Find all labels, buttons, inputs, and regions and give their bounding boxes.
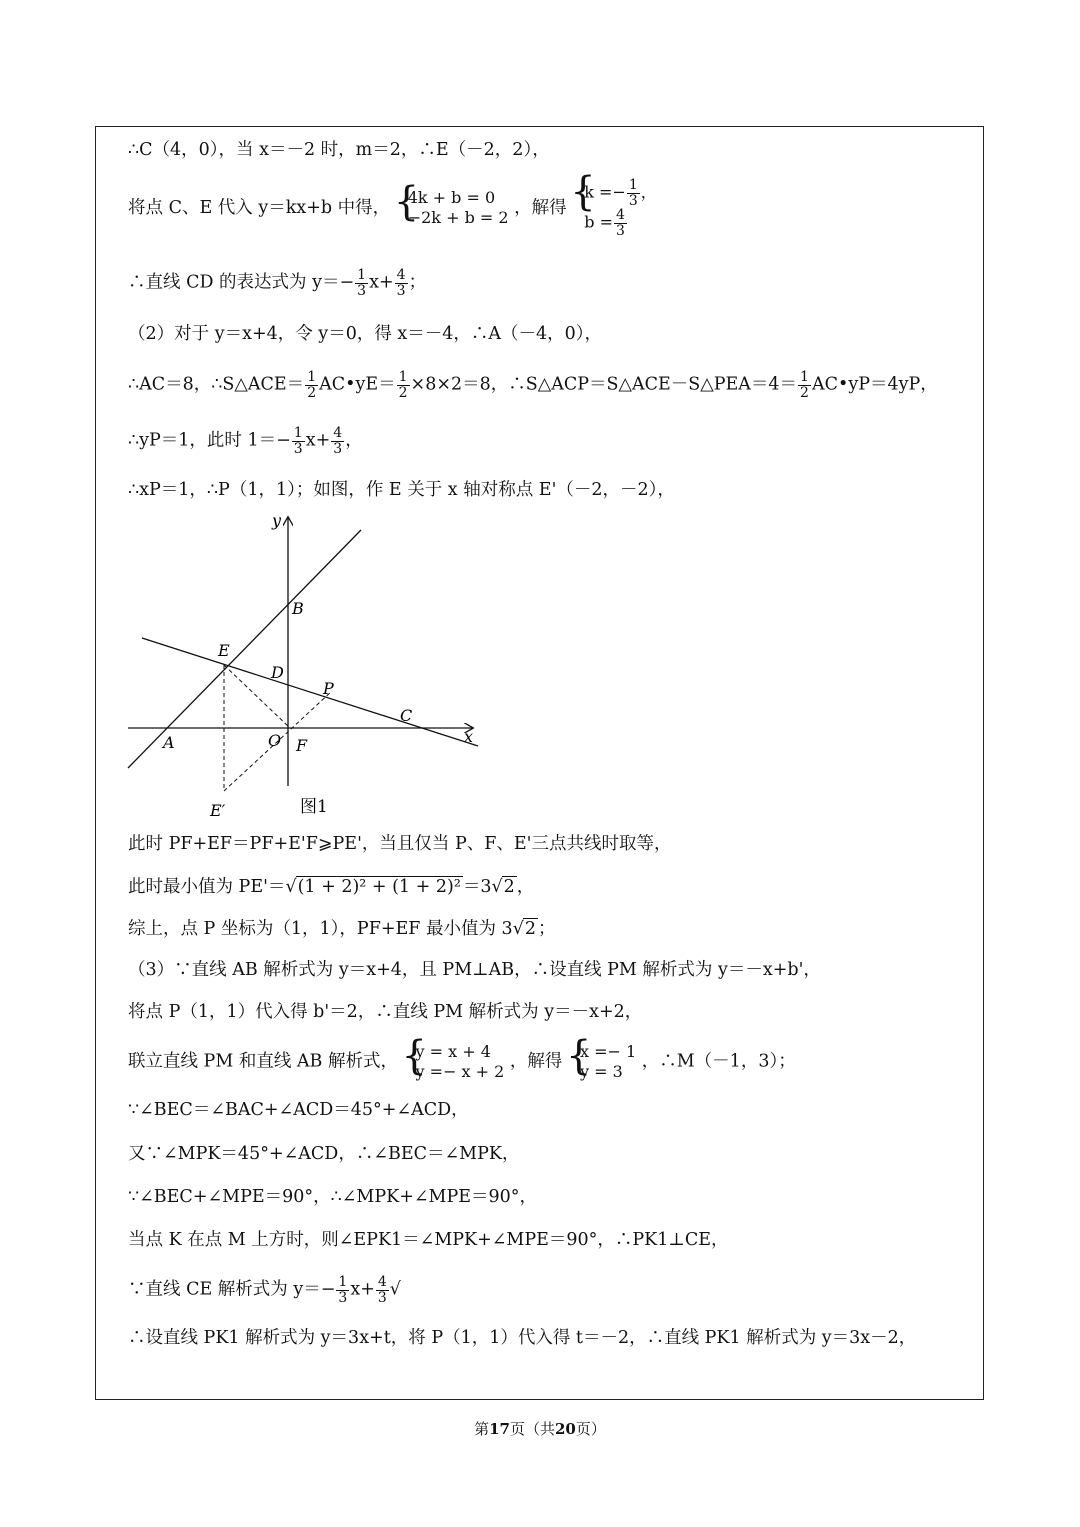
text-line-6: ∴yP＝1，此时 1＝− $\frac{1}{3}$ x+ $\frac{4}{3}$ ， xyxy=(128,425,363,457)
label-b: B xyxy=(292,599,304,618)
figure-caption: 图1 xyxy=(300,797,328,817)
text-line-7: ∴xP＝1，∴P（1，1）；如图，作 E 关于 x 轴对称点 E'（－2，－2）， xyxy=(128,480,675,500)
text-line-16: ∵∠BEC+∠MPE＝90°，∴∠MPK+∠MPE＝90°， xyxy=(128,1187,538,1207)
label-x: x xyxy=(464,727,474,746)
equation-system-2: { k =− $\frac{1}{3}$ ， b = $\frac{4}{3}$ xyxy=(572,178,657,239)
text-line-11: （3）∵直线 AB 解析式为 y＝x+4，且 PM⊥AB，∴设直线 PM 解析式为 y＝－x+b'， xyxy=(128,960,821,980)
text-line-19: ∴设直线 PK1 解析式为 y＝3x+t，将 P（1，1）代入得 t＝－2，∴直线 PK1 解析式为 y＝3x－2， xyxy=(128,1328,917,1348)
figure-1 xyxy=(120,508,490,828)
label-o: O xyxy=(268,731,282,750)
label-d: D xyxy=(271,663,284,682)
text-line-15: 又∵∠MPK＝45°+∠ACD，∴∠BEC＝∠MPK， xyxy=(128,1144,520,1164)
line-ec xyxy=(142,638,478,746)
label-e: E xyxy=(218,641,230,660)
label-e-prime: E′ xyxy=(210,801,226,820)
text-line-5: ∴AC＝8，∴S△ACE＝ $\frac{1}{2}$ AC•yE＝ $\frac{1}{2}$ ×8×2＝8，∴S△ACP＝S△ACE－S△PEA＝4＝ $\frac{1}{2}$ AC•yP＝4yP， xyxy=(128,369,938,401)
text-line-4: （2）对于 y＝x+4，令 y＝0，得 x＝－4，∴A（－4，0）， xyxy=(128,324,603,344)
label-a: A xyxy=(163,733,175,752)
text-line-9: 此时最小值为 PE'＝√(1 + 2)² + (1 + 2)² ＝3√2 ， xyxy=(128,877,535,897)
text-line-2: 将点 C、E 代入 y＝kx+b 中得， { 4k + b = 0 −2k + b = 2 ，解得 { k =− $\frac{1}{3}$ ， b = $\frac{4}{3}$ xyxy=(128,178,657,239)
label-p: P xyxy=(323,679,334,698)
text-line-17: 当点 K 在点 M 上方时，则∠EPK1＝∠MPK+∠MPE＝90°，∴PK1⊥CE， xyxy=(128,1230,729,1250)
equation-system-4: { x =− 1 y = 3 xyxy=(568,1042,636,1082)
text-line-14: ∵∠BEC＝∠BAC+∠ACD＝45°+∠ACD， xyxy=(128,1100,469,1120)
text-line-1: ∴C（4，0），当 x＝－2 时，m＝2，∴E（－2，2）， xyxy=(128,140,550,160)
label-c: C xyxy=(400,706,413,725)
text-line-18: ∵直线 CE 解析式为 y＝− $\frac{1}{3}$ x+ $\frac{4}{3}$ √ xyxy=(128,1274,401,1306)
text-line-3: ∴直线 CD 的表达式为 y＝− $\frac{1}{3}$ x+ $\frac{4}{3}$ ； xyxy=(128,267,427,299)
text-line-8: 此时 PF+EF＝PF+E'F⩾PE'，当且仅当 P、F、E'三点共线时取等， xyxy=(128,834,672,854)
label-f: F xyxy=(296,736,308,755)
text-line-12: 将点 P（1，1）代入得 b'＝2，∴直线 PM 解析式为 y＝－x+2， xyxy=(128,1002,643,1022)
equation-system-3: { y = x + 4 y =− x + 2 xyxy=(404,1042,505,1082)
equation-system-1: { 4k + b = 0 −2k + b = 2 xyxy=(396,188,509,228)
text-line-13: 联立直线 PM 和直线 AB 解析式， { y = x + 4 y =− x + 2 ，解得 { x =− 1 y = 3 ，∴M（－1，3）； xyxy=(128,1042,796,1082)
text-line-10: 综上，点 P 坐标为（1，1），PF+EF 最小值为 3√2 ； xyxy=(128,919,556,939)
page-footer: 第17页（共20页） xyxy=(474,1420,606,1438)
label-y: y xyxy=(272,511,282,530)
